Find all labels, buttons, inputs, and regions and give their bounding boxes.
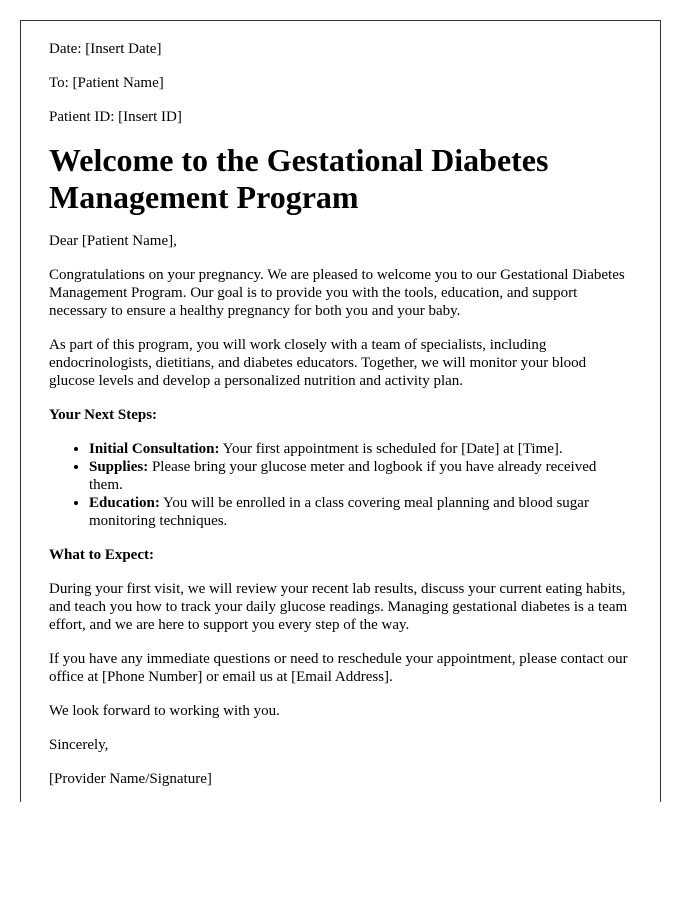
- what-to-expect-heading: What to Expect:: [49, 547, 154, 563]
- next-step-item-education: [89, 494, 632, 530]
- next-step-label: Education:: [89, 495, 160, 511]
- next-step-label: Supplies:: [89, 459, 149, 475]
- letter-date: Date: [Insert Date]: [49, 41, 162, 57]
- letter-patient-id: Patient ID: [Insert ID]: [49, 109, 182, 125]
- welcome-letter: [20, 20, 661, 802]
- next-steps-list: [49, 440, 632, 530]
- next-step-label: Initial Consultation:: [89, 441, 220, 457]
- sign-off: Sincerely,: [49, 737, 109, 753]
- salutation: Dear [Patient Name],: [49, 233, 177, 249]
- team-paragraph: As part of this program, you will work closely with a team of specialists, including endocrinologists, dietitians, and diabetes educators. Together, we will monitor your blood glucose levels and develop a personalized nutrition and activity plan.: [49, 337, 587, 389]
- letter-recipient: To: [Patient Name]: [49, 75, 164, 91]
- next-step-item-supplies: [89, 458, 632, 494]
- intro-paragraph: Congratulations on your pregnancy. We are pleased to welcome you to our Gestational Diabetes Management Program. Our goal is to provide you with the tools, education, and support necessary to ensure a healthy pregnancy for both you and your baby.: [49, 267, 625, 319]
- next-steps-heading: Your Next Steps:: [49, 407, 158, 423]
- what-to-expect-paragraph: During your first visit, we will review your recent lab results, discuss your current eating habits, and teach you how to track your daily glucose readings. Managing gestational diabetes is a team effort, and we are here to support you every step of the way.: [49, 581, 628, 633]
- next-step-text: Please bring your glucose meter and logbook if you have already received them.: [89, 459, 597, 493]
- next-step-item-initial-consultation: [89, 440, 632, 458]
- letter-viewport: [20, 20, 661, 802]
- next-step-text: Your first appointment is scheduled for [Date] at [Time].: [219, 441, 563, 457]
- signature: [Provider Name/Signature]: [49, 771, 212, 787]
- closing-line: We look forward to working with you.: [49, 703, 280, 719]
- contact-paragraph: If you have any immediate questions or need to reschedule your appointment, please contact our office at [Phone Number] or email us at [Email Address].: [49, 651, 628, 685]
- next-step-text: You will be enrolled in a class covering meal planning and blood sugar monitoring techniques.: [89, 495, 589, 529]
- letter-title: Welcome to the Gestational Diabetes Management Program: [49, 142, 549, 215]
